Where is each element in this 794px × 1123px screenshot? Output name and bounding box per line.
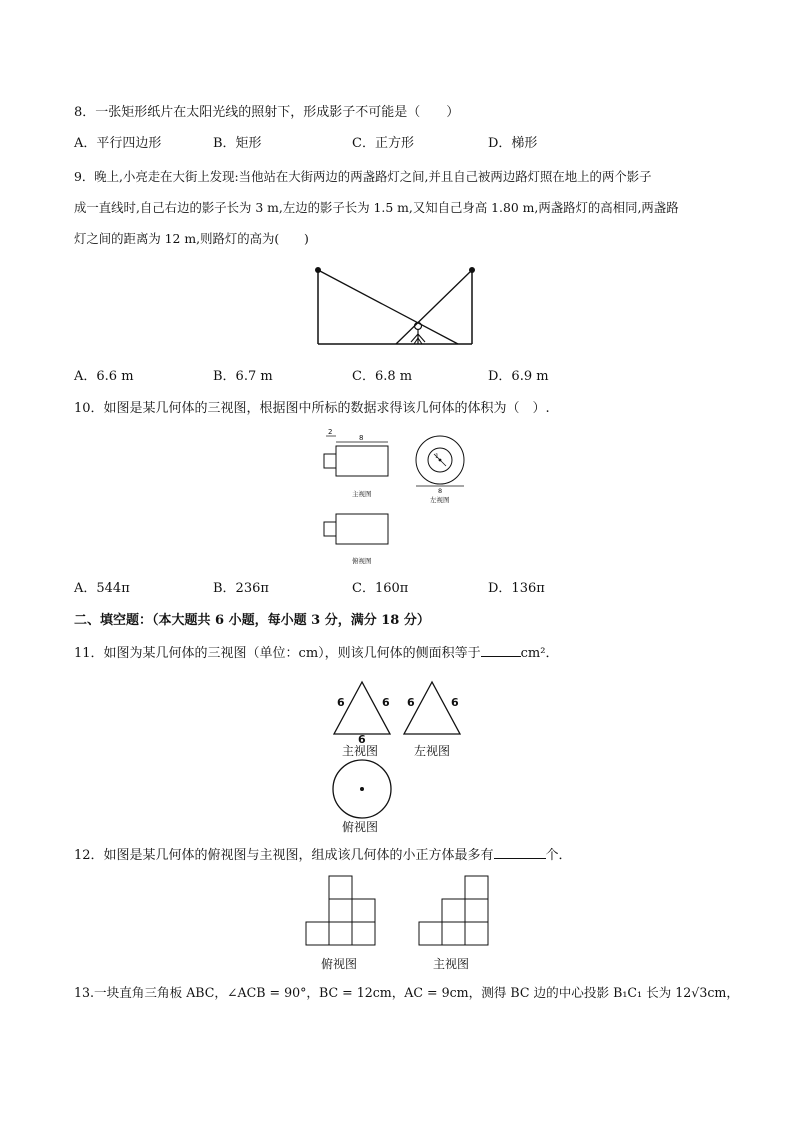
q10-side-label: 左视图 (430, 496, 450, 504)
q10-option-a: A．544π (74, 581, 130, 596)
q9-streetlight-figure (300, 262, 480, 352)
q12-top-view-grid (306, 876, 375, 945)
q12-main-label: 主视图 (433, 957, 470, 971)
q11-three-view-figure (326, 676, 466, 836)
q10-main-view (324, 428, 388, 498)
q12-answer-blank[interactable] (494, 846, 546, 859)
q8-option-c: C．正方形 (352, 136, 414, 151)
q10-main-label: 主视图 (352, 490, 372, 498)
q11-main-view (334, 682, 390, 758)
section2-heading (74, 612, 430, 630)
q10-dim-long: 8 (359, 434, 364, 442)
q11-stem-b: cm²． (520, 646, 559, 661)
q8-option-b: B．矩形 (213, 136, 262, 151)
q8-option-a: A．平行四边形 (74, 136, 162, 151)
q10-dim-small: 2 (328, 428, 333, 436)
q10-option-d: D．136π (488, 581, 545, 596)
q12-main-view-grid (419, 876, 488, 945)
q9-option-c: C．6.8 m (352, 369, 413, 384)
q12-top-label: 俯视图 (321, 957, 358, 971)
q11-answer-blank[interactable] (481, 644, 521, 657)
q10-top-label: 俯视图 (352, 557, 372, 565)
q9-option-a: A．6.6 m (74, 369, 134, 384)
q9-option-d: D．6.9 m (488, 369, 549, 384)
q8-option-d: D．梯形 (488, 136, 538, 151)
q11-side-view (404, 682, 460, 758)
section2-title: 二、填空题： (74, 613, 153, 628)
q13-stem: 13.一块直角三角板 ABC，∠ACB = 90°，BC = 12cm，AC = 9cm，测得 BC 边的中心投影 B₁C₁ 长为 12√3cm， (74, 985, 739, 1000)
q11-side-left-edge: 6 (407, 696, 415, 709)
q10-top-view (324, 514, 388, 565)
q11-side-label: 左视图 (414, 744, 451, 758)
q10-option-b: B．236π (213, 581, 269, 596)
q11-main-label: 主视图 (342, 744, 379, 758)
q11-main-left-edge: 6 (337, 696, 345, 709)
q11-side-right-edge: 6 (451, 696, 459, 709)
q11-top-view (333, 760, 391, 834)
q11-main-base: 6 (358, 733, 366, 746)
q9-stem-line3: 灯之间的距离为 12 m,则路灯的高为( ) (74, 231, 309, 246)
q11-stem (74, 644, 558, 663)
q12-stem-a: 12．如图是某几何体的俯视图与主视图，组成该几何体的小正方体最多有 (74, 848, 494, 863)
q12-stem (74, 846, 572, 865)
right-light-ray (396, 270, 472, 344)
q10-side-view (416, 436, 464, 504)
q11-stem-a: 11．如图为某几何体的三视图（单位：cm），则该几何体的侧面积等于 (74, 646, 481, 661)
section2-note: （本大题共 6 小题，每小题 3 分，满分 18 分） (152, 613, 430, 628)
q10-side-dim: 8 (438, 487, 443, 495)
q8-stem: 8．一张矩形纸片在太阳光线的照射下，形成影子不可能是（ ） (74, 105, 460, 120)
left-light-ray (318, 270, 458, 344)
q10-three-view-figure (318, 426, 478, 568)
q12-stem-b: 个． (545, 848, 572, 863)
q9-option-b: B．6.7 m (213, 369, 273, 384)
q9-stem-line2: 成一直线时,自己右边的影子长为 3 m,左边的影子长为 1.5 m,又知自己身高 1.80 m,两盏路灯的高相同,两盏路 (74, 200, 679, 215)
q10-stem: 10．如图是某几何体的三视图，根据图中所标的数据求得该几何体的体积为（ ）. (74, 401, 550, 416)
q10-radius-label: 1 (435, 453, 439, 460)
q9-stem-line1: 9．晚上,小亮走在大街上发现:当他站在大街两边的两盏路灯之间,并且自己被两边路灯照在地上的两个影子 (74, 169, 652, 184)
q12-views-figure (305, 874, 495, 974)
q10-option-c: C．160π (352, 581, 409, 596)
q11-main-right-edge: 6 (382, 696, 390, 709)
q11-top-label: 俯视图 (342, 820, 379, 834)
